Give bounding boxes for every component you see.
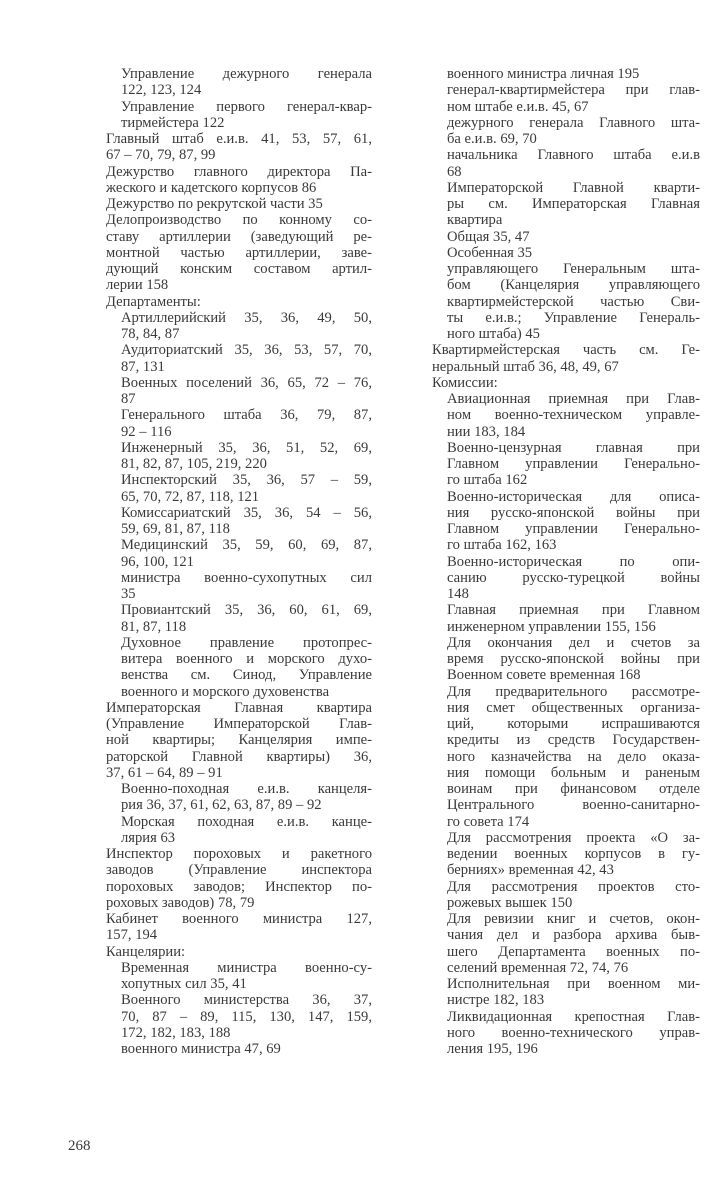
index-entry-line: Императорской Главной кварти- [447,179,700,196]
index-entry-line: Канцелярии: [106,943,186,960]
index-subentry [106,814,372,847]
index-entry-line: 148 [447,586,469,602]
index-entry-line: Ликвидационная крепостная Глав- [447,1008,700,1025]
index-entry-line: Военных поселений 36, 65, 72 – 76, [121,374,372,391]
index-entry-line: Дежурство главного директора Па- [106,163,372,180]
index-entry-line: ба е.и.в. 69, 70 [447,131,537,147]
index-entry-line: Управление дежурного генерала [121,66,372,82]
index-entry-line: 96, 100, 121 [121,553,194,570]
index-subentry [106,505,372,538]
index-entry-line: ры см. Императорская Главная [447,196,700,212]
index-entry-line: 122, 123, 124 [121,82,202,99]
index-entry-line: воинам при финансовом отделе [447,781,700,797]
index-entry-line: военного и морского духовенства [121,683,330,700]
index-entry-line: санию русско-турецкой войны [447,569,700,586]
index-subentry [432,82,700,115]
index-entry-line: ты е.и.в.; Управление Генераль- [447,309,700,326]
index-subentry [432,180,700,229]
index-subentry [106,99,372,132]
index-entry [106,164,372,197]
index-subentry [432,635,700,684]
index-subentry [106,781,372,814]
index-entry-line: Аудиториатский 35, 36, 53, 57, 70, [121,342,372,359]
index-entry-line: 68 [447,163,462,180]
index-column-left [106,66,372,1057]
index-entry-line: 78, 84, 87 [121,326,180,342]
index-subentry [432,391,700,440]
index-entry [106,911,372,944]
index-entry-line: 65, 70, 72, 87, 118, 121 [121,488,260,505]
index-subentry [106,472,372,505]
index-subentry [432,554,700,603]
index-entry-line: 87, 131 [121,358,165,375]
index-entry-line: Императорская Главная квартира [106,699,372,716]
index-entry-line: 87 [121,391,136,407]
index-entry-line: Центрального военно-санитарно- [447,797,700,814]
index-entry-line: Провиантский 35, 36, 60, 61, 69, [121,602,372,619]
index-entry-line: Общая 35, 47 [447,228,530,245]
index-entry-line: 92 – 116 [121,423,172,440]
index-entry-line: тирмейстера 122 [121,114,225,131]
index-entry-line: 67 – 70, 79, 87, 99 [106,147,216,164]
index-entry-line: Комиссии: [432,374,498,391]
index-entry [106,196,372,212]
index-entry-line: ном военно-техническом управле- [447,407,700,424]
index-subentry [106,602,372,635]
index-entry-line: неральный штаб 36, 48, 49, 67 [432,358,619,375]
index-entry-line: ций, которыми испрашиваются [447,716,700,732]
index-entry-line: управляющего Генеральным шта- [447,261,700,277]
index-entry-line: Главном управлении Генерально- [447,521,700,537]
index-entry-line: Временная министра военно-су- [121,959,372,976]
index-entry-line: Для рассмотрения проектов сто- [447,878,700,895]
index-subentry [432,684,700,830]
index-entry-line: заводов (Управление инспектора [106,862,372,879]
index-entry-line: Авиационная приемная при Глав- [447,391,700,407]
index-entry-line: квартирмейстерской частью Сви- [447,293,700,310]
index-entry-line: Главный штаб е.и.в. 41, 53, 57, 61, [106,131,372,147]
index-subentry [106,635,372,700]
index-entry-line: Исполнительная при военном ми- [447,976,700,992]
index-entry [106,944,372,960]
index-entry-line: ления 195, 196 [447,1041,538,1057]
index-entry-line: начальника Главного штаба е.и.в [447,147,700,164]
index-entry-line: 35 [121,586,136,602]
index-entry-line: Духовное правление протопрес- [121,634,372,651]
index-entry-line: монтной частью артиллерии, заве- [106,244,372,261]
index-entry-line: берниях» временная 42, 43 [447,862,614,879]
index-subentry [106,960,372,993]
index-entry [106,846,372,911]
index-entry [432,375,700,391]
index-entry-line: Комиссариатский 35, 36, 54 – 56, [121,504,372,521]
index-subentry [432,245,700,261]
index-entry-line: Квартирмейстерская часть см. Ге- [432,342,700,359]
index-entry-line: Главном управлении Генерально- [447,456,700,472]
index-entry-line: Инспектор пороховых и ракетного [106,846,372,862]
index-entry-line: лерии 158 [106,277,169,294]
index-entry-line: Особенная 35 [447,244,533,261]
index-entry-line: Главная приемная при Главном [447,602,700,619]
index-subentry [106,66,372,99]
index-subentry [106,407,372,440]
index-entry-line: ведении военных корпусов в гу- [447,846,700,862]
index-entry-line: жеского и кадетского корпусов 86 [106,179,317,196]
index-entry-line: военного министра личная 195 [447,66,640,82]
index-subentry [432,830,700,879]
index-entry [432,342,700,375]
index-subentry [432,602,700,635]
index-entry-line: Военно-историческая по опи- [447,553,700,570]
index-entry-line: ставу артиллерии (заведующий ре- [106,228,372,245]
index-entry-line: Для ревизии книг и счетов, окон- [447,911,700,927]
index-entry-line: 81, 87, 118 [121,618,187,635]
index-entry-line: дующий конским составом артил- [106,261,372,277]
index-entry-line: го совета 174 [447,813,530,830]
index-subentry [106,342,372,375]
index-subentry [106,537,372,570]
index-subentry [432,229,700,245]
index-entry-line: Медицинский 35, 59, 60, 69, 87, [121,537,372,554]
index-entry [106,131,372,164]
index-subentry [432,147,700,180]
index-entry-line: Артиллерийский 35, 36, 49, 50, [121,309,372,326]
index-entry-line: нистре 182, 183 [447,992,545,1009]
index-subentry [432,66,700,82]
index-entry-line: дежурного генерала Главного шта- [447,114,700,131]
index-entry-line: военного министра 47, 69 [121,1041,281,1057]
index-entry-line: министра военно-сухопутных сил [121,569,372,586]
index-entry-line: Дежурство по рекрутской части 35 [106,196,323,212]
index-subentry [432,976,700,1009]
index-entry-line: нии 183, 184 [447,423,526,440]
index-subentry [432,911,700,976]
index-entry-line: селений временная 72, 74, 76 [447,959,629,976]
index-entry-line: го штаба 162 [447,472,528,489]
index-subentry [432,879,700,912]
index-entry-line: шего Департамента военных по- [447,943,700,960]
index-entry-line: 157, 194 [106,927,158,944]
index-entry-line: Для предварительного рассмотре- [447,683,700,700]
index-entry-line: инженерном управлении 155, 156 [447,618,656,635]
index-subentry [106,310,372,343]
index-entry-line: раторской Главной квартиры) 36, [106,748,372,765]
index-entry-line: 70, 87 – 89, 115, 130, 147, 159, [121,1008,372,1025]
index-column-right [432,66,700,1057]
index-entry-line: хопутных сил 35, 41 [121,976,247,992]
index-entry-line: 59, 69, 81, 87, 118 [121,521,230,537]
index-entry-line: время русско-японской войны при [447,651,700,667]
index-entry-line: Департаменты: [106,293,201,310]
index-entry-line: Военно-историческая для описа- [447,488,700,505]
index-entry-line: 81, 82, 87, 105, 219, 220 [121,456,267,472]
index-subentry [106,1041,372,1057]
index-entry-line: Кабинет военного министра 127, [106,911,372,927]
index-entry-line: Инспекторский 35, 36, 57 – 59, [121,472,372,489]
index-entry-line: Управление первого генерал-квар- [121,98,372,115]
index-subentry [106,375,372,408]
index-entry-line: генерал-квартирмейстера при глав- [447,82,700,99]
index-entry-line: чания дел и разбора архива быв- [447,927,700,944]
index-subentry [432,115,700,148]
index-entry [106,294,372,310]
index-entry-line: Морская походная е.и.в. канце- [121,813,372,830]
index-entry-line: го штаба 162, 163 [447,537,557,554]
index-subentry [106,440,372,473]
index-entry-line: Для окончания дел и счетов за [447,634,700,651]
index-entry-line: пороховых заводов; Инспектор по- [106,878,372,895]
index-entry-line: Для рассмотрения проекта «О за- [447,829,700,846]
index-entry [106,700,372,781]
index-entry-line: ного казначейства на дело оказа- [447,748,700,765]
index-entry [106,212,372,293]
index-entry-line: рожевых вышек 150 [447,894,573,911]
index-entry-line: ния русско-японской войны при [447,504,700,521]
index-entry-line: Военного министерства 36, 37, [121,992,372,1009]
index-subentry [432,440,700,489]
index-entry-line: роховых заводов) 78, 79 [106,894,255,911]
index-entry-line: ного военно-технического управ- [447,1024,700,1041]
index-entry-line: ной квартиры; Канцелярия импе- [106,732,372,749]
index-entry-line: ного штаба) 45 [447,326,540,342]
index-subentry [432,1009,700,1058]
index-entry-line: ния помощи больным и раненым [447,764,700,781]
index-entry-line: витера военного и морского духо- [121,651,372,667]
index-entry-line: Военно-цензурная главная при [447,439,700,456]
index-subentry [432,261,700,342]
index-subentry [106,570,372,603]
index-entry-line: бом (Канцелярия управляющего [447,277,700,294]
index-entry-line: Инженерный 35, 36, 51, 52, 69, [121,439,372,456]
index-entry-line: лярия 63 [121,829,176,846]
index-entry-line: ния смет общественных организа- [447,699,700,716]
index-entry-line: 172, 182, 183, 188 [121,1024,231,1041]
index-entry-line: Военно-походная е.и.в. канцеля- [121,781,372,797]
index-entry-line: рия 36, 37, 61, 62, 63, 87, 89 – 92 [121,797,322,814]
index-subentry [432,489,700,554]
index-entry-line: Делопроизводство по конному со- [106,212,372,229]
index-entry-line: квартира [447,212,503,229]
index-entry-line: 37, 61 – 64, 89 – 91 [106,764,223,781]
index-entry-line: кредиты из средств Государствен- [447,732,700,749]
index-subentry [106,992,372,1041]
index-entry-line: Генерального штаба 36, 79, 87, [121,407,372,424]
index-entry-line: ном штабе е.и.в. 45, 67 [447,98,589,115]
index-entry-line: (Управление Императорской Глав- [106,716,372,732]
index-entry-line: венства см. Синод, Управление [121,667,372,684]
index-entry-line: Военном совете временная 168 [447,667,641,684]
page-number: 268 [68,1138,91,1154]
